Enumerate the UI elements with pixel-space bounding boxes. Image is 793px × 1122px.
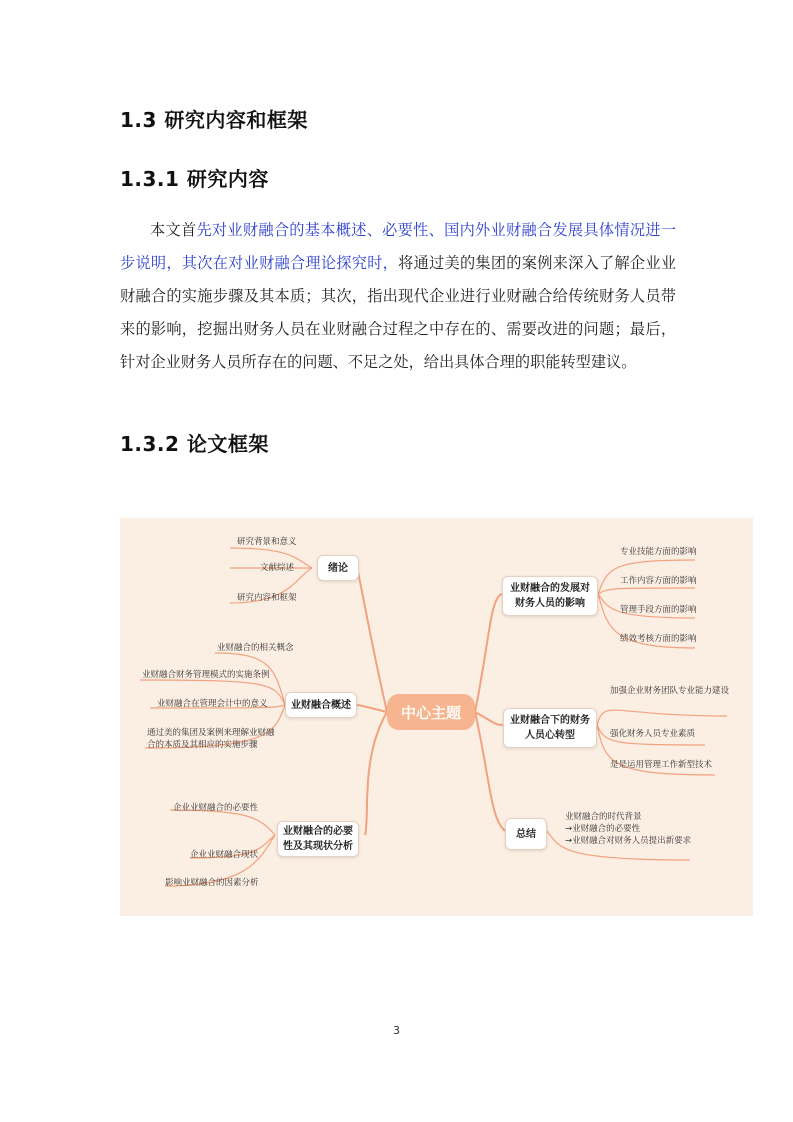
page-number: 3 [393,1024,400,1037]
center-topic-node: 中心主题 [387,694,475,730]
branch-node-introduction: 绪论 [317,555,359,581]
leaf-work-content: 工作内容方面的影响 [620,576,697,586]
section-heading-1-3-2: 1.3.2 论文框架 [120,432,269,456]
mind-map-figure [120,518,753,916]
leaf-influencing-factors: 影响业财融合的因素分析 [165,878,259,888]
paragraph-part-3: 将通过美的集团的案例来深入了解企业业财融合的实施步骤及其本质；其次，指出现代企业进行业财融合给传统财务人员带来的影响，挖掘出财务人员在业财融合过程之中存在的、需要改进的问题；最后，针对企业财务人员所存在的问题、不足之处，给出具体合理的职能转型建议。 [120,254,677,371]
leaf-necessity: 企业业财融合的必要性 [173,803,259,813]
research-content-paragraph [120,214,676,379]
leaf-research-background: 研究背景和意义 [237,537,297,547]
leaf-midea-case: 通过美的集团及案例来理解业财融合的本质及其相应的实施步骤 [147,728,275,750]
branch-node-impact-on-staff: 业财融合的发展对财务人员的影响 [502,576,598,616]
leaf-conclusion-necessity: →业财融合的必要性 [565,824,641,834]
leaf-related-concepts: 业财融合的相关概念 [217,643,294,653]
leaf-professional-skills: 专业技能方面的影响 [620,547,697,557]
paragraph-part-1: 本文首 [150,221,197,239]
leaf-era-background: 业财融合的时代背景 [565,812,642,822]
leaf-performance-appraisal: 绩效考核方面的影响 [620,634,697,644]
leaf-literature-review: 文献综述 [260,563,295,573]
branch-node-staff-transformation: 业财融合下的财务人员心转型 [503,708,597,748]
section-heading-1-3: 1.3 研究内容和框架 [120,108,308,132]
leaf-new-technology: 是是运用管理工作新型技术 [610,760,713,770]
paragraph-part-2-highlight: 先对业财融合的基本概述、必要性、国内外业财融合发展具体情况进一步说明，其次在对业财融合理论探究时， [120,221,677,272]
leaf-professional-quality: 强化财务人员专业素质 [610,729,696,739]
leaf-management-accounting-significance: 业财融合在管理会计中的意义 [157,699,268,709]
leaf-implementation-conditions: 业财融合财务管理模式的实施条例 [142,670,270,680]
branch-node-overview: 业财融合概述 [285,692,357,718]
branch-node-necessity-status: 业财融合的必要性及其现状分析 [277,821,359,857]
leaf-current-status: 企业业财融合现状 [190,850,259,860]
leaf-research-framework: 研究内容和框架 [237,593,297,603]
leaf-management-means: 管理手段方面的影响 [620,605,697,615]
leaf-team-capacity: 加强企业财务团队专业能力建设 [610,686,730,696]
leaf-new-requirements: →业财融合对财务人员提出新要求 [565,836,692,846]
branch-node-conclusion: 总结 [505,818,547,850]
section-heading-1-3-1: 1.3.1 研究内容 [120,167,269,191]
